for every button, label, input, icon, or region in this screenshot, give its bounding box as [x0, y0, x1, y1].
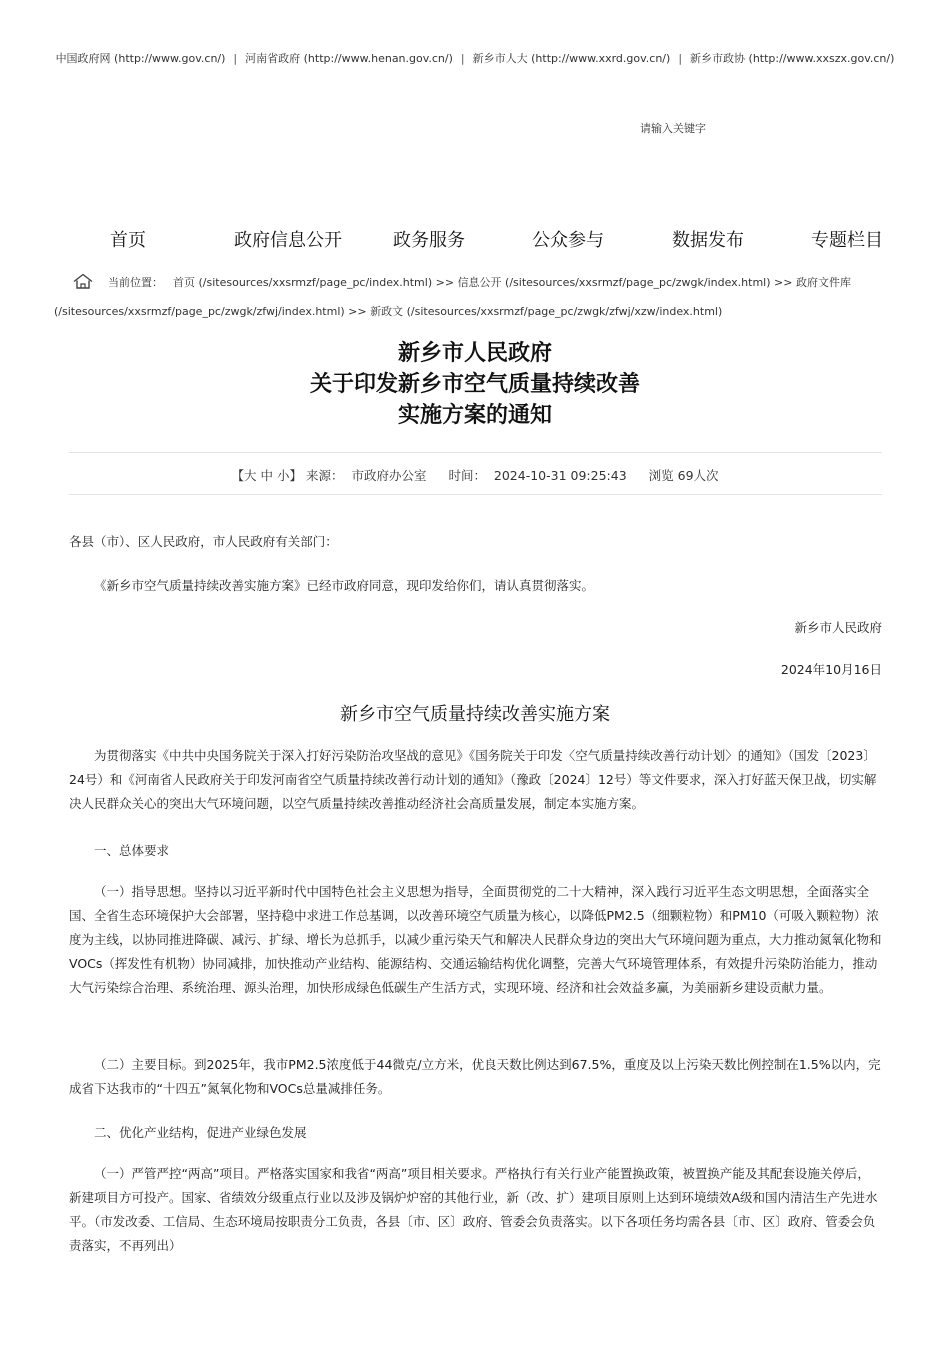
meta-source: 来源： 市政府办公室	[306, 468, 427, 483]
nav-item-services[interactable]: 政务服务	[393, 230, 465, 251]
font-size-large-button[interactable]: 大	[243, 468, 257, 483]
top-link-xxszx[interactable]: 新乡市政协 (http://www.xxszx.gov.cn/)	[690, 52, 895, 65]
link-separator: |	[460, 52, 465, 65]
nav-item-home[interactable]: 首页	[110, 230, 146, 251]
breadcrumb	[54, 268, 894, 326]
body-paragraph: （一）严管严控“两高”项目。严格落实国家和我省“两高”项目相关要求。严格执行有关行业产能置换政策，被置换产能及其配套设施关停后，新建项目方可投产。国家、省绩效分级重点行业以及涉及锅炉炉窑的其他行业，新（改、扩）建项目原则上达到环境绩效A级和国内清洁生产先进水平。（市发改委、工信局、生态环境局按职责分工负责，各县〔市、区〕政府、管委会负责落实。以下各项任务均需各县〔市、区〕政府、管委会负责落实，不再列出）	[69, 1166, 878, 1253]
divider	[69, 494, 882, 495]
search-input[interactable]	[620, 122, 800, 135]
nav-item-data[interactable]: 数据发布	[672, 230, 744, 251]
home-icon[interactable]	[72, 273, 94, 289]
font-size-small-button[interactable]: 小	[276, 468, 290, 483]
top-link-xxrd[interactable]: 新乡市人大 (http://www.xxrd.gov.cn/)	[472, 52, 671, 65]
body-paragraph: （二）主要目标。到2025年，我市PM2.5浓度低于44微克/立方米，优良天数比例达到67.5%，重度及以上污染天数比例控制在1.5%以内，完成省下达我市的“十四五”氮氧化物和VOCs总量减排任务。	[69, 1057, 881, 1096]
link-separator: |	[678, 52, 683, 65]
top-link-henan[interactable]: 河南省政府 (http://www.henan.gov.cn/)	[245, 52, 453, 65]
nav-item-topics[interactable]: 专题栏目	[811, 230, 883, 251]
title-line: 实施方案的通知	[397, 403, 552, 428]
breadcrumb-item-home[interactable]: 首页 (/sitesources/xxsrmzf/page_pc/index.html)	[173, 276, 433, 289]
divider	[69, 452, 882, 453]
top-links-bar	[0, 50, 950, 66]
main-nav	[0, 226, 950, 252]
meta-views: 浏览 69人次	[648, 468, 719, 483]
breadcrumb-item-xzw[interactable]: 新政文 (/sitesources/xxsrmzf/page_pc/zwgk/zfwj/xzw/index.html)	[370, 305, 723, 318]
title-line: 关于印发新乡市空气质量持续改善	[309, 372, 640, 397]
breadcrumb-sep: >>	[432, 276, 458, 289]
section-heading: 二、优化产业结构，促进产业绿色发展	[94, 1125, 307, 1140]
font-size-close: 】	[289, 468, 303, 483]
body-paragraph: 为贯彻落实《中共中央国务院关于深入打好污染防治攻坚战的意见》《国务院关于印发〈空气质量持续改善行动计划〉的通知》（国发〔2023〕24号）和《河南省人民政府关于印发河南省空气质量持续改善行动计划的通知》（豫政〔2024〕12号）等文件要求，深入打好蓝天保卫战，切实解决人民群众关心的突出大气环境问题，以空气质量持续改善推动经济社会高质量发展，制定本实施方案。	[69, 748, 877, 811]
nav-item-gov-info[interactable]: 政府信息公开	[234, 230, 342, 251]
signer: 新乡市人民政府	[794, 620, 882, 635]
title-line: 新乡市人民政府	[397, 341, 552, 366]
salutation: 各县（市）、区人民政府，市人民政府有关部门：	[69, 534, 338, 549]
nav-item-participation[interactable]: 公众参与	[532, 230, 604, 251]
search-box	[620, 117, 780, 135]
section-heading: 一、总体要求	[94, 843, 170, 858]
breadcrumb-item-info[interactable]: 信息公开 (/sitesources/xxsrmzf/page_pc/zwgk/index.html)	[457, 276, 771, 289]
issue-date: 2024年10月16日	[780, 662, 882, 677]
breadcrumb-label: 当前位置：	[108, 276, 163, 289]
breadcrumb-sep: >>	[770, 276, 796, 289]
page-title	[0, 338, 950, 431]
breadcrumb-sep: >>	[344, 305, 371, 318]
breadcrumb-item-library[interactable]: 政府文件库 (/sitesources/xxsrmzf/page_pc/zwgk/zfwj/index.html)	[54, 276, 851, 318]
body-paragraph: （一）指导思想。坚持以习近平新时代中国特色社会主义思想为指导，全面贯彻党的二十大精神，深入践行习近平生态文明思想，全面落实全国、全省生态环境保护大会部署，坚持稳中求进工作总基调，以改善环境空气质量为核心，以降低PM2.5（细颗粒物）和PM10（可吸入颗粒物）浓度为主线，以协同推进降碳、减污、扩绿、增长为总抓手，以减少重污染天气和解决人民群众身边的突出大气环境问题为重点，大力推动氮氧化物和VOCs（挥发性有机物）协同减排，加快推动产业结构、能源结构、交通运输结构优化调整，完善大气环境管理体系，有效提升污染防治能力，推动大气污染综合治理、系统治理、源头治理，加快形成绿色低碳生产生活方式，实现环境、经济和社会效益多赢，为美丽新乡建设贡献力量。	[69, 884, 882, 995]
font-size-medium-button[interactable]: 中	[260, 468, 273, 483]
font-size-open: 【	[231, 468, 244, 483]
notice-text: 《新乡市空气质量持续改善实施方案》已经市政府同意，现印发给你们，请认真贯彻落实。	[94, 578, 595, 593]
plan-title: 新乡市空气质量持续改善实施方案	[340, 704, 610, 725]
link-separator: |	[233, 52, 238, 65]
article-meta	[0, 466, 950, 484]
meta-time: 时间： 2024-10-31 09:25:43	[448, 468, 627, 483]
top-link-gov[interactable]: 中国政府网 (http://www.gov.cn/)	[55, 52, 226, 65]
